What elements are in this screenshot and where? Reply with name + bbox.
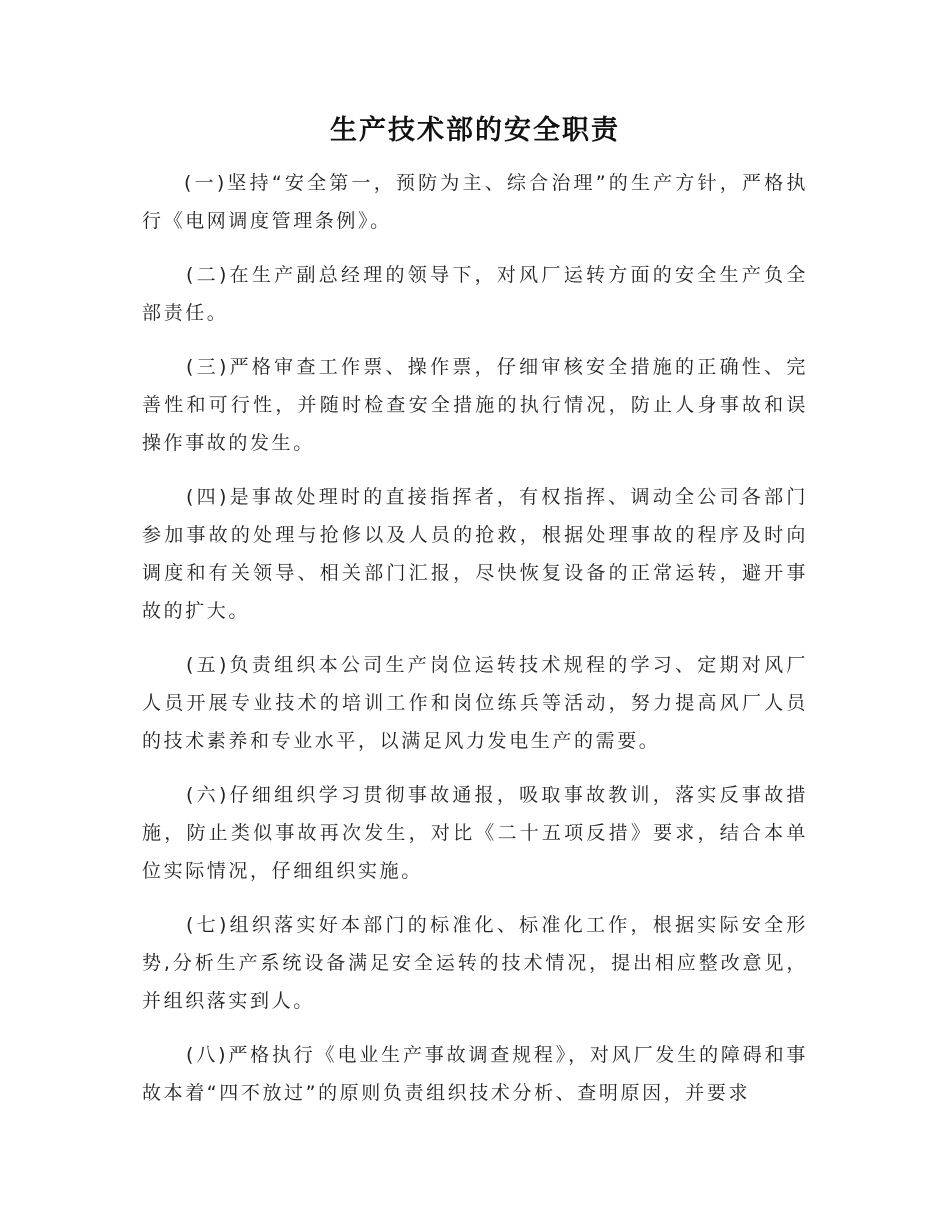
paragraph-1: (一)坚持“安全第一，预防为主、综合治理”的生产方针，严格执行《电网调度管理条例》。 — [142, 172, 808, 232]
paragraph-4: (四)是事故处理时的直接指挥者，有权指挥、调动全公司各部门参加事故的处理与抢修以及人员的抢救，根据处理事故的程序及时向调度和有关领导、相关部门汇报，尽快恢复设备的正常运转，避开事故的扩大。 — [142, 486, 808, 622]
paragraph-8: (八)严格执行《电业生产事故调查规程》，对风厂发生的障碍和事故本着“四不放过”的原则负责组织技术分析、查明原因，并要求 — [142, 1044, 808, 1104]
document-title: 生产技术部的安全职责 — [330, 115, 620, 146]
paragraph-7: (七)组织落实好本部门的标准化、标准化工作，根据实际安全形势,分析生产系统设备满足安全运转的技术情况，提出相应整改意见，并组织落实到人。 — [142, 914, 808, 1012]
paragraph-6: (六)仔细组织学习贯彻事故通报，吸取事故教训，落实反事故措施，防止类似事故再次发生，对比《二十五项反措》要求，结合本单位实际情况，仔细组织实施。 — [142, 784, 808, 882]
paragraph-2: (二)在生产副总经理的领导下，对风厂运转方面的安全生产负全部责任。 — [142, 264, 808, 324]
paragraph-3: (三)严格审查工作票、操作票，仔细审核安全措施的正确性、完善性和可行性，并随时检查安全措施的执行情况，防止人身事故和误操作事故的发生。 — [142, 356, 808, 454]
paragraph-5: (五)负责组织本公司生产岗位运转技术规程的学习、定期对风厂人员开展专业技术的培训工作和岗位练兵等活动，努力提高风厂人员的技术素养和专业水平，以满足风力发电生产的需要。 — [142, 654, 808, 752]
document-body — [142, 164, 808, 1128]
